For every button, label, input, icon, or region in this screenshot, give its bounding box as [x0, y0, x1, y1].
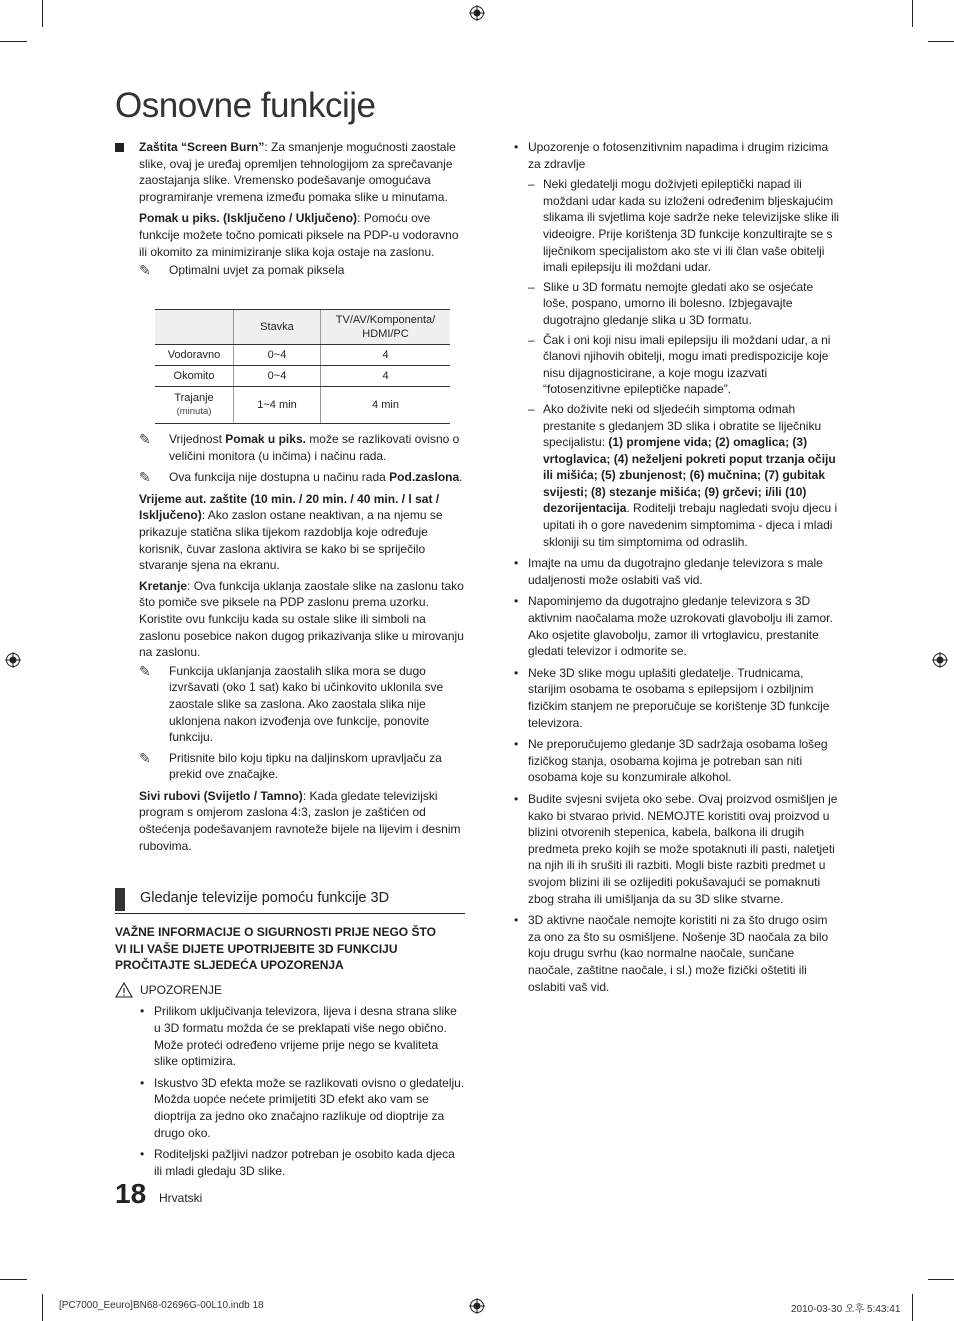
right-bullet-text: Napominjemo da dugotrajno gledanje televizora s 3D aktivnim naočalama može uzrokovati glavobolju ili zamor. Ako osjetite glavobolju, zamor ili vrtoglavicu, prestanite gledati televizor i odmorite se. — [528, 594, 833, 659]
auto-protect-text: : Ako zaslon ostane neaktivan, a na njemu se prikazuje statična slika tijekom razdoblja koje određuje korisnik, čuvar zaslona aktivira se kako bi se spriječilo stvaranje sjena na ekranu. — [139, 508, 443, 573]
section-title: Gledanje televizije pomoću funkcije 3D — [140, 890, 390, 906]
warning-text: Prilikom uključivanja televizora, lijeva i desna strana slike u 3D formatu možda će se preklapati više nego obično. Može proteći određeno vrijeme prije nego se kvaliteta slike optimizira. — [154, 1004, 457, 1069]
photo-warning-item — [514, 139, 840, 172]
note-pencil-icon: ✎ — [139, 431, 151, 447]
file-info: [PC7000_Eeuro]BN68-02696G-00L10.indb 18 — [59, 1300, 264, 1311]
crop-mark — [912, 0, 913, 27]
warning-title — [115, 982, 465, 999]
screen-burn-label: Zaštita “Screen Burn” — [139, 140, 265, 154]
note-unavailable-post: . — [459, 470, 463, 485]
table-cell: 0~4 — [234, 345, 321, 366]
table-cell: 4 min — [321, 387, 451, 424]
right-bullet-item — [514, 665, 840, 731]
photo-warning-text: Upozorenje o fotosenzitivnim napadima i drugim rizicima za zdravlje — [528, 140, 829, 171]
pixel-shift-table — [155, 309, 450, 424]
section-bar — [115, 888, 125, 911]
dash-item — [528, 279, 840, 329]
note-optimal-text: Optimalni uvjet za pomak piksela — [169, 263, 345, 278]
table-row — [155, 366, 450, 387]
bullet-icon: • — [514, 737, 519, 752]
bullet-icon: • — [140, 1004, 145, 1019]
right-bullet-text: Neke 3D slike mogu uplašiti gledatelje. Trudnicama, starijim osobama te osobama s epilepsijom i ozbiljnim fizičkim stanjem ne preporučuje se korištenje 3D funkcije televizora. — [528, 665, 830, 730]
dash-icon: – — [528, 332, 535, 347]
crop-mark — [0, 1279, 27, 1280]
note-value-pre: Vrijednost — [169, 432, 226, 446]
note-unavailable — [139, 469, 465, 486]
right-bullet-item — [514, 593, 840, 659]
gray-edges-label: Sivi rubovi (Svijetlo / Tamno) — [139, 788, 303, 803]
pixel-shift-paragraph — [139, 210, 465, 260]
right-bullet-item — [514, 912, 840, 995]
right-bullet-text: Ne preporučujemo gledanje 3D sadržaja osobama lošeg fizičkog stanja, osobama kojima je potreban san niti osobama koje su konzumirale alkohol. — [528, 737, 828, 785]
table-cell-label: Trajanje — [174, 392, 214, 404]
note-scroll-1 — [139, 663, 465, 746]
right-bullet-item — [514, 736, 840, 786]
crop-mark — [928, 1279, 954, 1280]
warning-label: UPOZORENJE — [140, 982, 223, 997]
square-bullet-icon — [115, 143, 124, 152]
table-header-row — [155, 310, 450, 345]
warning-text: Iskustvo 3D efekta može se razlikovati ovisno o gledatelju. Možda uopće nećete primijetiti 3D efekt ako vam se dioptrija za jedno oko značajno razlikuje od dioptrije za drugo oko. — [154, 1075, 465, 1140]
pixel-shift-table-wrap — [155, 309, 450, 424]
scroll-text: : Ova funkcija uklanja zaostale slike na zaslonu tako što pomiče sve piksele na PDP zaslonu prema uzorku. Koristite ovu funkciju kada su ostale slike ili simboli na zaslonu posebice nakon dugog prikazivanja slike u mirovanju na zaslonu. — [139, 578, 464, 660]
warning-triangle-icon — [115, 982, 133, 998]
note-pencil-icon: ✎ — [139, 262, 151, 279]
note-scroll-2 — [139, 750, 465, 783]
left-column-mid — [139, 431, 465, 854]
bullet-icon: • — [514, 665, 519, 680]
page-title: Osnovne funkcije — [115, 86, 376, 125]
crop-mark — [0, 41, 27, 42]
note-value — [139, 431, 465, 464]
left-column-top — [139, 139, 465, 279]
table-header-cell — [155, 310, 234, 345]
print-timestamp: 2010-03-30 오후 5:43:41 — [791, 1304, 901, 1315]
bullet-icon: • — [514, 140, 519, 154]
dash-text-post: . Roditelji trebaju nagledati svoju djecu i upitati ih o gore navedenim simptomima - djeca i mladi skloniji su tim simptomima od odraslih. — [543, 501, 838, 549]
bullet-icon: • — [514, 791, 519, 806]
pixel-shift-label: Pomak u piks. (Isključeno / Uključeno) — [139, 211, 358, 226]
dash-text: Slike u 3D formatu nemojte gledati ako se osjećate loše, pospano, umorno ili bolesno. Izbjegavajte dugotrajno gledanje slika u 3D formatu. — [543, 279, 814, 327]
table-cell: 0~4 — [234, 366, 321, 387]
pixel-shift-text: : Pomoću ove funkcije možete točno pomicati piksele na PDP-u vodoravno ili okomito za minimiziranje slika koja ostaje na zaslonu. — [139, 211, 459, 259]
registration-mark-icon — [469, 5, 485, 21]
table-row — [155, 387, 450, 424]
left-column-bottom — [115, 924, 465, 1179]
dash-icon: – — [528, 177, 535, 192]
right-bullet-item — [514, 791, 840, 907]
crop-mark — [42, 1294, 43, 1321]
table-header-cell: TV/AV/Komponenta/ HDMI/PC — [321, 310, 451, 345]
dash-text: Neki gledatelji mogu doživjeti epileptički napad ili moždani udar kada su izloženi određenim bljeskajućim slikama ili svjetlima koje sadrže neke televizijske slike ili videoigre. Prije korištenja 3D funkcije konzultirajte se s liječnikom specijalistom ako ste vi ili član vaše obitelji imali epilepsiju ili moždani udar. — [543, 177, 840, 275]
language-label: Hrvatski — [159, 1191, 203, 1205]
dash-icon: – — [528, 401, 535, 416]
table-header-cell: Stavka — [234, 310, 321, 345]
table-cell: Vodoravno — [155, 345, 234, 366]
note-scroll-1-text: Funkcija uklanjanja zaostalih slika mora se dugo izvršavati (oko 1 sat) kako bi učinkovito uklonila sve zaostale slike sa zaslona. Ako zaostala slika nije uklonjena nakon izvođenja ove funkcije, ponovite funkciju. — [169, 663, 444, 745]
note-pencil-icon: ✎ — [139, 749, 151, 766]
registration-mark-icon — [932, 652, 948, 668]
screen-burn-paragraph — [139, 139, 465, 205]
crop-mark — [928, 41, 954, 42]
dash-icon: – — [528, 279, 535, 294]
table-cell: Okomito — [155, 366, 234, 387]
bullet-icon: • — [514, 913, 519, 928]
page-number: 18 — [115, 1178, 147, 1209]
screen-burn-text: : Za smanjenje mogućnosti zaostale slike, ovaj je uređaj opremljen tehnologijom za sprečavanje zaostajanja slike. Vremensko podešavanje omogućava programiranje vremena između pomaka slike u minutama. — [139, 140, 456, 204]
dash-item — [528, 176, 840, 276]
note-value-bold: Pomak u piks. — [225, 432, 306, 446]
table-row — [155, 345, 450, 366]
crop-mark — [42, 0, 43, 27]
dash-item — [528, 401, 840, 550]
gray-edges-paragraph — [139, 788, 465, 854]
gray-edges-text: : Kada gledate televizijski program s omjerom zaslona 4:3, zaslon je zaštićen od oštećenja podešavanjem ravnoteže bijele na lijevim i desnim rubovima. — [139, 788, 461, 853]
dash-text-pre: Ako doživite neki od sljedećih simptoma odmah prestanite s gledanjem 3D slika i obratite se liječniku specijalistu: — [543, 401, 822, 450]
scroll-paragraph — [139, 578, 465, 661]
note-unavailable-pre: Ova funkcija nije dostupna u načinu rada — [169, 470, 390, 485]
note-pencil-icon: ✎ — [139, 469, 151, 486]
right-bullet-item — [514, 555, 840, 588]
bullet-icon: • — [140, 1147, 145, 1162]
dash-text: Čak i oni koji nisu imali epilepsiju ili moždani udar, a ni članovi njihovih obitelji, mogu imati predispozicije koje nisu dijagnosticirane, a koje mogu izazvati “fotosenzitivne epileptičke napade”. — [543, 332, 831, 397]
table-cell — [155, 387, 234, 424]
safety-heading: VAŽNE INFORMACIJE O SIGURNOSTI PRIJE NEGO ŠTO VI ILI VAŠE DIJETE UPOTRIJEBITE 3D FUNKCIJU PROČITAJTE SLJEDEĆA UPOZORENJA — [115, 925, 436, 973]
bullet-icon: • — [514, 556, 519, 571]
dash-text-bold: (1) promjene vida; (2) omaglica; (3) vrtoglavica; (4) neželjeni pokreti poput trzanja očiju ili mišića; (5) zbunjenost; (6) mučnina; (7) gubitak svijesti; (8) stezanje mišića; (9) grčevi; i/ili (10) dezorijentacija — [543, 435, 836, 516]
bullet-icon: • — [140, 1075, 145, 1090]
table-cell: 4 — [321, 345, 451, 366]
warning-text: Roditeljski pažljivi nadzor potreban je osobito kada djeca ili mladi gledaju 3D slike. — [154, 1147, 455, 1178]
note-scroll-2-text: Pritisnite bilo koju tipku na daljinskom upravljaču za prekid ove značajke. — [169, 750, 442, 782]
table-cell: 1~4 min — [234, 387, 321, 424]
right-bullet-text: 3D aktivne naočale nemojte koristiti ni za što drugo osim za ono za što su osmišljene. Nošenje 3D naočala za bilo koju drugu svrhu (kao normalne naočale, sunčane naočale, zaštitne naočale, i sl.) može fizički oštetiti ili oslabiti vaš vid. — [528, 913, 829, 994]
auto-protect-label: Vrijeme aut. zaštite (10 min. / 20 min. / 40 min. / l sat / Isključeno) — [139, 491, 440, 523]
right-bullet-text: Imajte na umu da dugotrajno gledanje televizora s male udaljenosti može oslabiti vaš vid. — [528, 556, 823, 587]
note-pencil-icon: ✎ — [139, 662, 151, 679]
registration-mark-icon — [469, 1298, 485, 1314]
warning-item — [140, 1146, 465, 1179]
warning-item — [140, 1075, 465, 1141]
right-bullet-text: Budite svjesni svijeta oko sebe. Ovaj proizvod osmišljen je kako bi stvarao privid. NEMOJTE koristiti ovaj proizvod u blizini otvorenih stepenica, kabela, balkona ili drugih predmeta preko kojih se može spotaknuti ili pasti, naletjeti na njih ili ih srušiti ili razbiti. Mogli biste razbiti predmet u svojom blizini ili se ozlijediti pokušavajući se pomaknuti zbog straha ili umišljanja da su 3D slike stvarne. — [528, 791, 838, 906]
registration-mark-icon — [5, 652, 21, 668]
dash-item — [528, 332, 840, 398]
note-unavailable-bold: Pod.zaslona — [389, 470, 460, 485]
table-cell-sub: (minuta) — [176, 406, 212, 417]
note-optimal — [139, 262, 465, 279]
auto-protect-paragraph — [139, 491, 465, 574]
crop-mark — [912, 1294, 913, 1321]
right-column — [514, 139, 840, 995]
bullet-icon: • — [514, 594, 519, 609]
warning-item — [140, 1003, 465, 1069]
table-cell: 4 — [321, 366, 451, 387]
scroll-label: Kretanje — [139, 578, 188, 593]
note-value-post: može se razlikovati ovisno o veličini monitora (u inčima) i načinu rada. — [169, 432, 460, 463]
section-header-3d — [115, 887, 465, 914]
